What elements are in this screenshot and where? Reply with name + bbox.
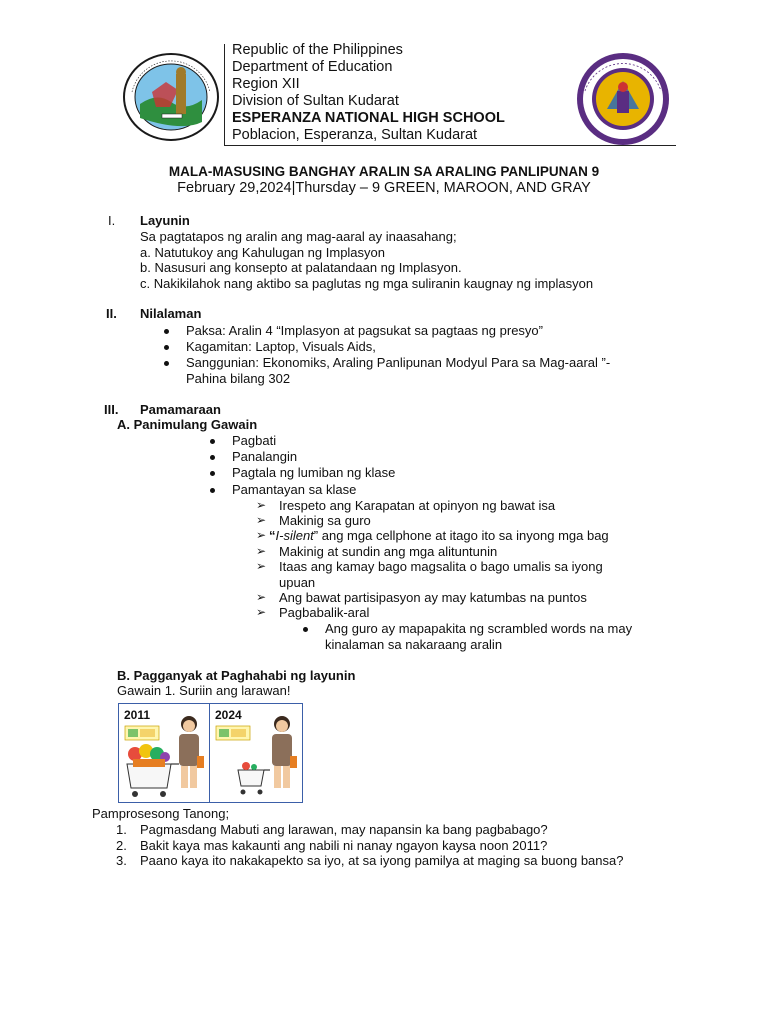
rule-participation: Ang bawat partisipasyon ay may katumbas na puntos [279, 590, 587, 605]
bullet-icon [210, 488, 215, 493]
review-desc-cont: kinalaman sa nakaraang aralin [325, 637, 503, 652]
questions-heading: Pamprosesong Tanong; [92, 806, 230, 821]
objective-a: a. Natutukoy ang Kahulugan ng Implasyon [140, 245, 386, 260]
section-2-heading: Nilalaman [140, 306, 202, 321]
arrow-bullet-icon: ➢ [256, 528, 267, 542]
question-1-number: 1. [116, 822, 127, 837]
activity-attendance: Pagtala ng lumiban ng klase [232, 465, 396, 480]
bullet-icon [210, 471, 215, 476]
rule-review: Pagbabalik-aral [279, 605, 370, 620]
image-panel-2024 [209, 703, 303, 803]
arrow-bullet-icon: ➢ [256, 559, 267, 573]
activity-1-label: Gawain 1. Suriin ang larawan! [117, 683, 291, 698]
section-1-intro: Sa pagtatapos ng aralin ang mag-aaral ay inaasahang; [140, 229, 457, 244]
bullet-icon [210, 439, 215, 444]
header-divider-vertical [224, 44, 225, 146]
activity-class-rules: Pamantayan sa klase [232, 482, 357, 497]
rule-respect: Irespeto ang Karapatan at opinyon ng bawat isa [279, 498, 556, 513]
section-3-heading: Pamamaraan [140, 402, 221, 417]
content-materials: Kagamitan: Laptop, Visuals Aids, [186, 339, 376, 354]
objective-b: b. Nasusuri ang konsepto at palatandaan ng Implasyon. [140, 260, 462, 275]
header-address: Poblacion, Esperanza, Sultan Kudarat [232, 127, 478, 143]
question-1: Pagmasdang Mabuti ang larawan, may napansin ka bang pagbabago? [140, 822, 548, 837]
panel-year-2011: 2011 [124, 708, 151, 722]
lesson-plan-date: February 29,2024|Thursday – 9 GREEN, MAROON, AND GRAY [177, 180, 591, 196]
image-panel-2011 [118, 703, 210, 803]
panel-year-2024: 2024 [215, 708, 242, 722]
content-topic: Paksa: Aralin 4 “Implasyon at pagsukat sa pagtaas ng presyo” [186, 323, 543, 338]
division-logo [122, 52, 220, 142]
bullet-icon [303, 627, 308, 632]
subsection-a-heading: A. Panimulang Gawain [117, 417, 258, 432]
rule-raise-hand-cont: upuan [279, 575, 316, 590]
header-region: Region XII [232, 76, 300, 92]
content-reference: Sanggunian: Ekonomiks, Araling Panlipunan Modyul Para sa Mag-aaral ”- [186, 355, 611, 370]
section-1-number: I. [108, 213, 116, 228]
section-3-number: III. [104, 402, 119, 417]
activity-greeting: Pagbati [232, 433, 277, 448]
arrow-bullet-icon: ➢ [256, 590, 267, 604]
arrow-bullet-icon: ➢ [256, 513, 267, 527]
subsection-b-heading: B. Pagganyak at Paghahabi ng layunin [117, 668, 356, 683]
review-desc: Ang guro ay mapapakita ng scrambled words na may [325, 621, 633, 636]
section-1-heading: Layunin [140, 213, 190, 228]
question-3: Paano kaya ito nakakapekto sa iyo, at sa iyong pamilya at maging sa buong bansa? [140, 853, 624, 868]
header-school-name: ESPERANZA NATIONAL HIGH SCHOOL [232, 110, 505, 126]
question-3-number: 3. [116, 853, 127, 868]
arrow-bullet-icon: ➢ [256, 544, 267, 558]
content-reference-page: Pahina bilang 302 [186, 371, 291, 386]
question-2-number: 2. [116, 838, 127, 853]
bullet-icon [164, 345, 169, 350]
bullet-icon [164, 361, 169, 366]
header-division: Division of Sultan Kudarat [232, 93, 399, 109]
section-2-number: II. [106, 306, 117, 321]
arrow-bullet-icon: ➢ [256, 498, 267, 512]
rule-follow: Makinig at sundin ang mga alituntunin [279, 544, 498, 559]
rule-listen: Makinig sa guro [279, 513, 371, 528]
school-logo [567, 51, 679, 147]
rule-silent: “I-silent” ang mga cellphone at itago ito sa inyong mga bag [269, 528, 609, 543]
objective-c: c. Nakikilahok nang aktibo sa paglutas ng mga suliranin kaugnay ng implasyon [140, 276, 594, 291]
lesson-plan-title: MALA-MASUSING BANGHAY ARALIN SA ARALING PANLIPUNAN 9 [168, 164, 600, 179]
header-deped: Department of Education [232, 59, 393, 75]
activity-prayer: Panalangin [232, 449, 298, 464]
bullet-icon [210, 455, 215, 460]
arrow-outline-icon: ➢ [256, 605, 267, 619]
rule-raise-hand: Itaas ang kamay bago magsalita o bago umalis sa iyong [279, 559, 603, 574]
header-republic: Republic of the Philippines [232, 42, 403, 58]
bullet-icon [164, 329, 169, 334]
question-2: Bakit kaya mas kakaunti ang nabili ni nanay ngayon kaysa noon 2011? [140, 838, 548, 853]
